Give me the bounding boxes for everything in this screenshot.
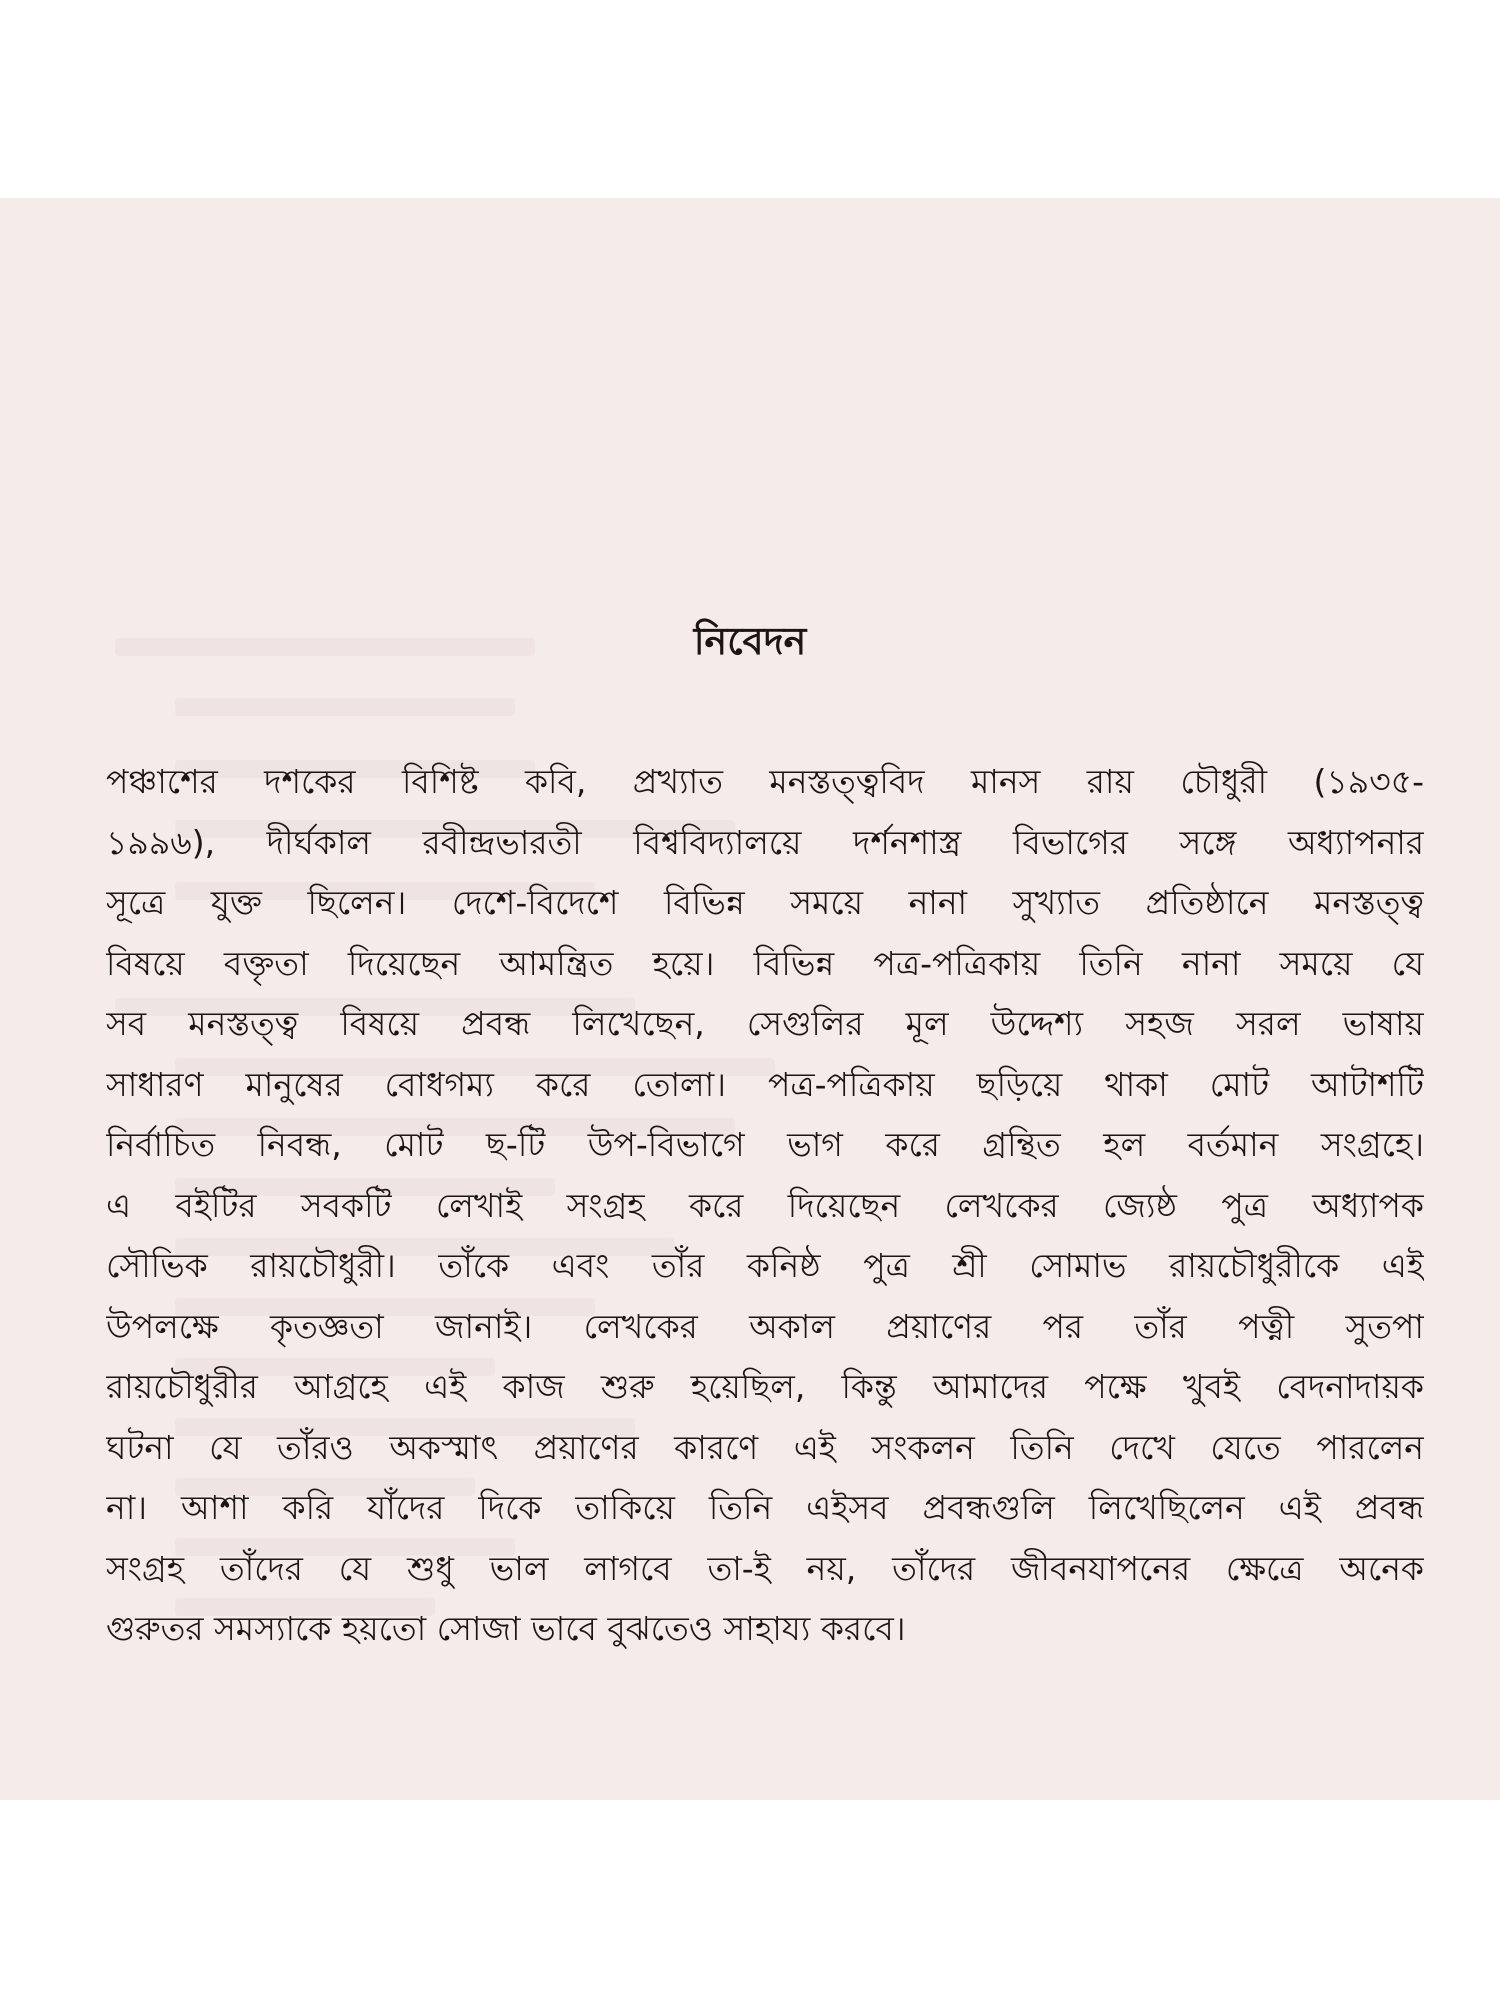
paragraph-line: গুরুতর সমস্যাকে হয়তো সোজা ভাবে বুঝতেও সাহায্য করবে। xyxy=(106,1609,906,1648)
paragraph-line: ঘটনা যে তাঁরও অকস্মাৎ প্রয়াণের কারণে এই সংকলন তিনি দেখে যেতে পারলেন xyxy=(106,1427,1424,1467)
paragraph-line: সংগ্রহ তাঁদের যে শুধু ভাল লাগবে তা-ই নয়, তাঁদের জীবনযাপনের ক্ষেত্রে অনেক xyxy=(106,1548,1424,1588)
paragraph-line: সব মনস্তত্ত্ব বিষয়ে প্রবন্ধ লিখেছেন, সেগুলির মূল উদ্দেশ্য সহজ সরল ভাষায় xyxy=(106,1004,1424,1043)
body-paragraph xyxy=(106,752,1424,1660)
paragraph-line: না। আশা করি যাঁদের দিকে তাকিয়ে তিনি এইসব প্রবন্ধগুলি লিখেছিলেন এই প্রবন্ধ xyxy=(106,1488,1424,1527)
paragraph-line: এ বইটির সবকটি লেখাই সংগ্রহ করে দিয়েছেন লেখকের জ্যেষ্ঠ পুত্র অধ্যাপক xyxy=(106,1185,1424,1225)
paragraph-line: সৌভিক রায়চৌধুরী। তাঁকে এবং তাঁর কনিষ্ঠ পুত্র শ্রী সোমাভ রায়চৌধুরীকে এই xyxy=(106,1246,1424,1285)
page-title: নিবেদন xyxy=(693,619,807,663)
paragraph-line: পঞ্চাশের দশকের বিশিষ্ট কবি, প্রখ্যাত মনস্তত্ত্ববিদ মানস রায় চৌধুরী (১৯৩৫- xyxy=(106,762,1424,801)
paragraph-line: রায়চৌধুরীর আগ্রহে এই কাজ শুরু হয়েছিল, কিন্তু আমাদের পক্ষে খুবই বেদনাদায়ক xyxy=(106,1367,1424,1406)
paragraph-line: উপলক্ষে কৃতজ্ঞতা জানাই। লেখকের অকাল প্রয়াণের পর তাঁর পত্নী সুতপা xyxy=(106,1306,1424,1346)
paragraph-line: সূত্রে যুক্ত ছিলেন। দেশে-বিদেশে বিভিন্ন সময়ে নানা সুখ্যাত প্রতিষ্ঠানে মনস্তত্ত্ব xyxy=(106,883,1424,922)
paragraph-line: সাধারণ মানুষের বোধগম্য করে তোলা। পত্র-পত্রিকায় ছড়িয়ে থাকা মোট আটাশটি xyxy=(106,1064,1424,1104)
paragraph-line: বিষয়ে বক্তৃতা দিয়েছেন আমন্ত্রিত হয়ে। বিভিন্ন পত্র-পত্রিকায় তিনি নানা সময়ে যে xyxy=(106,943,1424,983)
paragraph-line: নির্বাচিত নিবন্ধ, মোট ছ-টি উপ-বিভাগে ভাগ করে গ্রন্থিত হল বর্তমান সংগ্রহে। xyxy=(106,1125,1424,1164)
paragraph-line: ১৯৯৬), দীর্ঘকাল রবীন্দ্রভারতী বিশ্ববিদ্যালয়ে দর্শনশাস্ত্র বিভাগের সঙ্গে অধ্যাপনার xyxy=(106,822,1424,862)
book-page xyxy=(0,198,1500,1800)
